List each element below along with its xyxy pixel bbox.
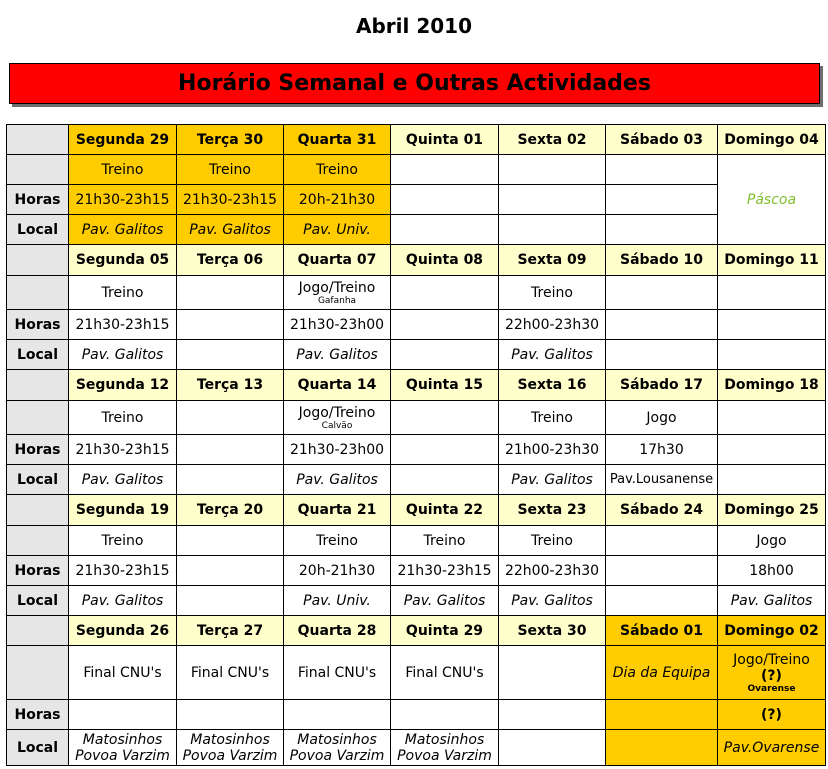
hours-cell <box>391 435 499 465</box>
day-header: Sábado 17 <box>606 370 718 401</box>
week-1-place-row <box>7 215 826 245</box>
place-cell: Pav. Galitos <box>69 340 177 370</box>
place-cell <box>391 340 499 370</box>
activity-cell: Treino <box>69 401 177 435</box>
activity-cell <box>718 646 826 700</box>
activity-cell: Jogo <box>606 401 718 435</box>
day-header: Terça 30 <box>177 125 284 155</box>
corner-cell <box>7 616 69 646</box>
day-header: Domingo 25 <box>718 495 826 526</box>
day-header: Quinta 01 <box>391 125 499 155</box>
place-label: Local <box>7 730 69 766</box>
week-5-activity-row <box>7 646 826 700</box>
uncertain-mark: (?) <box>761 667 782 684</box>
activity-cell <box>391 155 499 185</box>
place-label: Local <box>7 340 69 370</box>
hours-cell: 21h30-23h00 <box>284 310 391 340</box>
day-header: Sexta 02 <box>499 125 606 155</box>
hours-label: Horas <box>7 435 69 465</box>
place-cell: Pav. Galitos <box>69 586 177 616</box>
place-cell <box>718 340 826 370</box>
activity-cell <box>499 646 606 700</box>
place-cell <box>606 730 718 766</box>
week-3-place-row <box>7 465 826 495</box>
activity-cell: Final CNU's <box>69 646 177 700</box>
hours-cell: 21h30-23h15 <box>69 435 177 465</box>
place-cell: Pav. Galitos <box>284 340 391 370</box>
hours-cell: 21h30-23h00 <box>284 435 391 465</box>
hours-label: Horas <box>7 185 69 215</box>
activity-cell: Treino <box>284 526 391 556</box>
week-4-activity-row <box>7 526 826 556</box>
schedule-banner: Horário Semanal e Outras Actividades <box>9 63 820 104</box>
activity-cell <box>391 276 499 310</box>
place-cell <box>606 340 718 370</box>
activity-cell: Treino <box>69 526 177 556</box>
day-header: Terça 20 <box>177 495 284 526</box>
place-cell: Pav.Ovarense <box>718 730 826 766</box>
easter-cell: Páscoa <box>718 155 826 245</box>
hours-cell <box>177 435 284 465</box>
place-line: Povoa Varzim <box>289 747 385 764</box>
activity-cell <box>284 276 391 310</box>
place-cell <box>391 465 499 495</box>
day-header: Segunda 19 <box>69 495 177 526</box>
week-5-place-row <box>7 730 826 766</box>
corner-cell <box>7 276 69 310</box>
day-header: Quarta 28 <box>284 616 391 646</box>
place-cell: Pav. Galitos <box>391 586 499 616</box>
hours-cell <box>718 310 826 340</box>
activity-cell <box>177 526 284 556</box>
hours-cell: 21h30-23h15 <box>391 556 499 586</box>
day-header: Quarta 14 <box>284 370 391 401</box>
hours-cell <box>391 700 499 730</box>
place-line: Matosinhos <box>404 731 485 748</box>
hours-cell: (?) <box>718 700 826 730</box>
opponent-text: Ovarense <box>747 683 796 694</box>
hours-cell <box>606 556 718 586</box>
place-label: Local <box>7 586 69 616</box>
day-header: Sábado 10 <box>606 245 718 276</box>
place-line: Povoa Varzim <box>182 747 278 764</box>
place-cell <box>606 215 718 245</box>
week-3-activity-row <box>7 401 826 435</box>
hours-label: Horas <box>7 310 69 340</box>
day-header: Domingo 04 <box>718 125 826 155</box>
activity-cell <box>606 526 718 556</box>
week-4-place-row <box>7 586 826 616</box>
day-header: Terça 06 <box>177 245 284 276</box>
place-cell <box>177 340 284 370</box>
opponent-text: Calvão <box>321 420 353 431</box>
activity-cell <box>284 401 391 435</box>
corner-cell <box>7 125 69 155</box>
place-cell: Pav. Galitos <box>718 586 826 616</box>
hours-cell <box>177 700 284 730</box>
place-cell <box>499 730 606 766</box>
week-1-activity-row <box>7 155 826 185</box>
day-header: Quarta 07 <box>284 245 391 276</box>
week-3-hours-row <box>7 435 826 465</box>
day-header: Quinta 15 <box>391 370 499 401</box>
week-5-hours-row <box>7 700 826 730</box>
day-header: Segunda 05 <box>69 245 177 276</box>
place-cell <box>606 586 718 616</box>
hours-cell <box>391 310 499 340</box>
hours-cell: 21h00-23h30 <box>499 435 606 465</box>
week-2-activity-row <box>7 276 826 310</box>
activity-cell: Final CNU's <box>391 646 499 700</box>
place-cell <box>69 730 177 766</box>
activity-cell: Treino <box>177 155 284 185</box>
day-header: Domingo 11 <box>718 245 826 276</box>
schedule-table <box>6 124 826 766</box>
corner-cell <box>7 155 69 185</box>
day-header: Sábado 24 <box>606 495 718 526</box>
week-2-place-row <box>7 340 826 370</box>
place-cell <box>284 730 391 766</box>
place-cell: Pav.Lousanense <box>606 465 718 495</box>
day-header: Sábado 03 <box>606 125 718 155</box>
week-2-hours-row <box>7 310 826 340</box>
day-header: Quarta 31 <box>284 125 391 155</box>
week-3-header-row <box>7 370 826 401</box>
day-header: Domingo 18 <box>718 370 826 401</box>
place-line: Matosinhos <box>297 731 377 748</box>
day-header: Sábado 01 <box>606 616 718 646</box>
day-header: Sexta 30 <box>499 616 606 646</box>
place-cell <box>391 215 499 245</box>
hours-cell <box>177 556 284 586</box>
hours-cell <box>499 185 606 215</box>
place-line: Povoa Varzim <box>397 747 492 764</box>
hours-cell: 22h00-23h30 <box>499 556 606 586</box>
day-header: Domingo 02 <box>718 616 826 646</box>
activity-cell <box>718 401 826 435</box>
hours-cell: 17h30 <box>606 435 718 465</box>
opponent-text: Gafanha <box>317 295 357 306</box>
day-header: Quarta 21 <box>284 495 391 526</box>
activity-text: Jogo/Treino <box>733 651 810 668</box>
day-header: Segunda 12 <box>69 370 177 401</box>
hours-cell <box>606 700 718 730</box>
activity-cell: Treino <box>499 401 606 435</box>
hours-cell <box>718 435 826 465</box>
activity-cell <box>606 155 718 185</box>
activity-cell <box>391 401 499 435</box>
place-cell <box>499 215 606 245</box>
day-header: Quinta 29 <box>391 616 499 646</box>
day-header: Terça 13 <box>177 370 284 401</box>
corner-cell <box>7 526 69 556</box>
activity-cell: Final CNU's <box>284 646 391 700</box>
day-header: Sexta 16 <box>499 370 606 401</box>
place-cell: Pav. Univ. <box>284 215 391 245</box>
page-title: Abril 2010 <box>356 14 472 38</box>
week-4-hours-row <box>7 556 826 586</box>
place-line: Matosinhos <box>82 731 163 748</box>
place-cell: Pav. Galitos <box>284 465 391 495</box>
place-line: Povoa Varzim <box>75 747 170 764</box>
corner-cell <box>7 370 69 401</box>
activity-cell: Treino <box>499 276 606 310</box>
day-header: Segunda 29 <box>69 125 177 155</box>
activity-text: Jogo/Treino <box>298 279 376 296</box>
activity-cell <box>606 276 718 310</box>
hours-cell: 20h-21h30 <box>284 185 391 215</box>
place-line: Matosinhos <box>190 731 270 748</box>
hours-cell <box>606 310 718 340</box>
activity-cell: Dia da Equipa <box>606 646 718 700</box>
corner-cell <box>7 245 69 276</box>
place-cell: Pav. Galitos <box>499 465 606 495</box>
day-header: Sexta 23 <box>499 495 606 526</box>
hours-cell: 21h30-23h15 <box>69 310 177 340</box>
hours-cell <box>391 185 499 215</box>
hours-cell <box>69 700 177 730</box>
place-label: Local <box>7 215 69 245</box>
activity-text: Jogo/Treino <box>298 404 376 421</box>
place-cell: Pav. Galitos <box>69 465 177 495</box>
activity-cell: Treino <box>69 276 177 310</box>
activity-cell <box>177 276 284 310</box>
day-header: Sexta 09 <box>499 245 606 276</box>
hours-cell <box>284 700 391 730</box>
place-cell <box>177 586 284 616</box>
week-4-header-row <box>7 495 826 526</box>
hours-cell: 21h30-23h15 <box>69 185 177 215</box>
week-1-header-row <box>7 125 826 155</box>
place-label: Local <box>7 465 69 495</box>
activity-cell: Jogo <box>718 526 826 556</box>
activity-cell <box>499 155 606 185</box>
place-cell: Pav. Univ. <box>284 586 391 616</box>
corner-cell <box>7 646 69 700</box>
activity-cell: Treino <box>391 526 499 556</box>
hours-cell: 22h00-23h30 <box>499 310 606 340</box>
hours-cell: 21h30-23h15 <box>177 185 284 215</box>
day-header: Quinta 08 <box>391 245 499 276</box>
activity-cell <box>177 401 284 435</box>
day-header: Quinta 22 <box>391 495 499 526</box>
corner-cell <box>7 495 69 526</box>
place-cell: Pav. Galitos <box>499 586 606 616</box>
place-cell <box>177 465 284 495</box>
activity-cell: Treino <box>284 155 391 185</box>
activity-cell: Treino <box>69 155 177 185</box>
corner-cell <box>7 401 69 435</box>
place-cell <box>391 730 499 766</box>
place-cell: Pav. Galitos <box>499 340 606 370</box>
activity-cell: Treino <box>499 526 606 556</box>
activity-cell <box>718 276 826 310</box>
week-1-hours-row <box>7 185 826 215</box>
hours-cell: 21h30-23h15 <box>69 556 177 586</box>
place-cell <box>177 730 284 766</box>
hours-label: Horas <box>7 556 69 586</box>
week-5-header-row <box>7 616 826 646</box>
week-2-header-row <box>7 245 826 276</box>
place-cell: Pav. Galitos <box>177 215 284 245</box>
place-cell: Pav. Galitos <box>69 215 177 245</box>
hours-label: Horas <box>7 700 69 730</box>
hours-cell: 20h-21h30 <box>284 556 391 586</box>
hours-cell <box>606 185 718 215</box>
hours-cell: 18h00 <box>718 556 826 586</box>
activity-cell: Final CNU's <box>177 646 284 700</box>
hours-cell <box>177 310 284 340</box>
hours-cell <box>499 700 606 730</box>
day-header: Terça 27 <box>177 616 284 646</box>
place-cell <box>718 465 826 495</box>
day-header: Segunda 26 <box>69 616 177 646</box>
